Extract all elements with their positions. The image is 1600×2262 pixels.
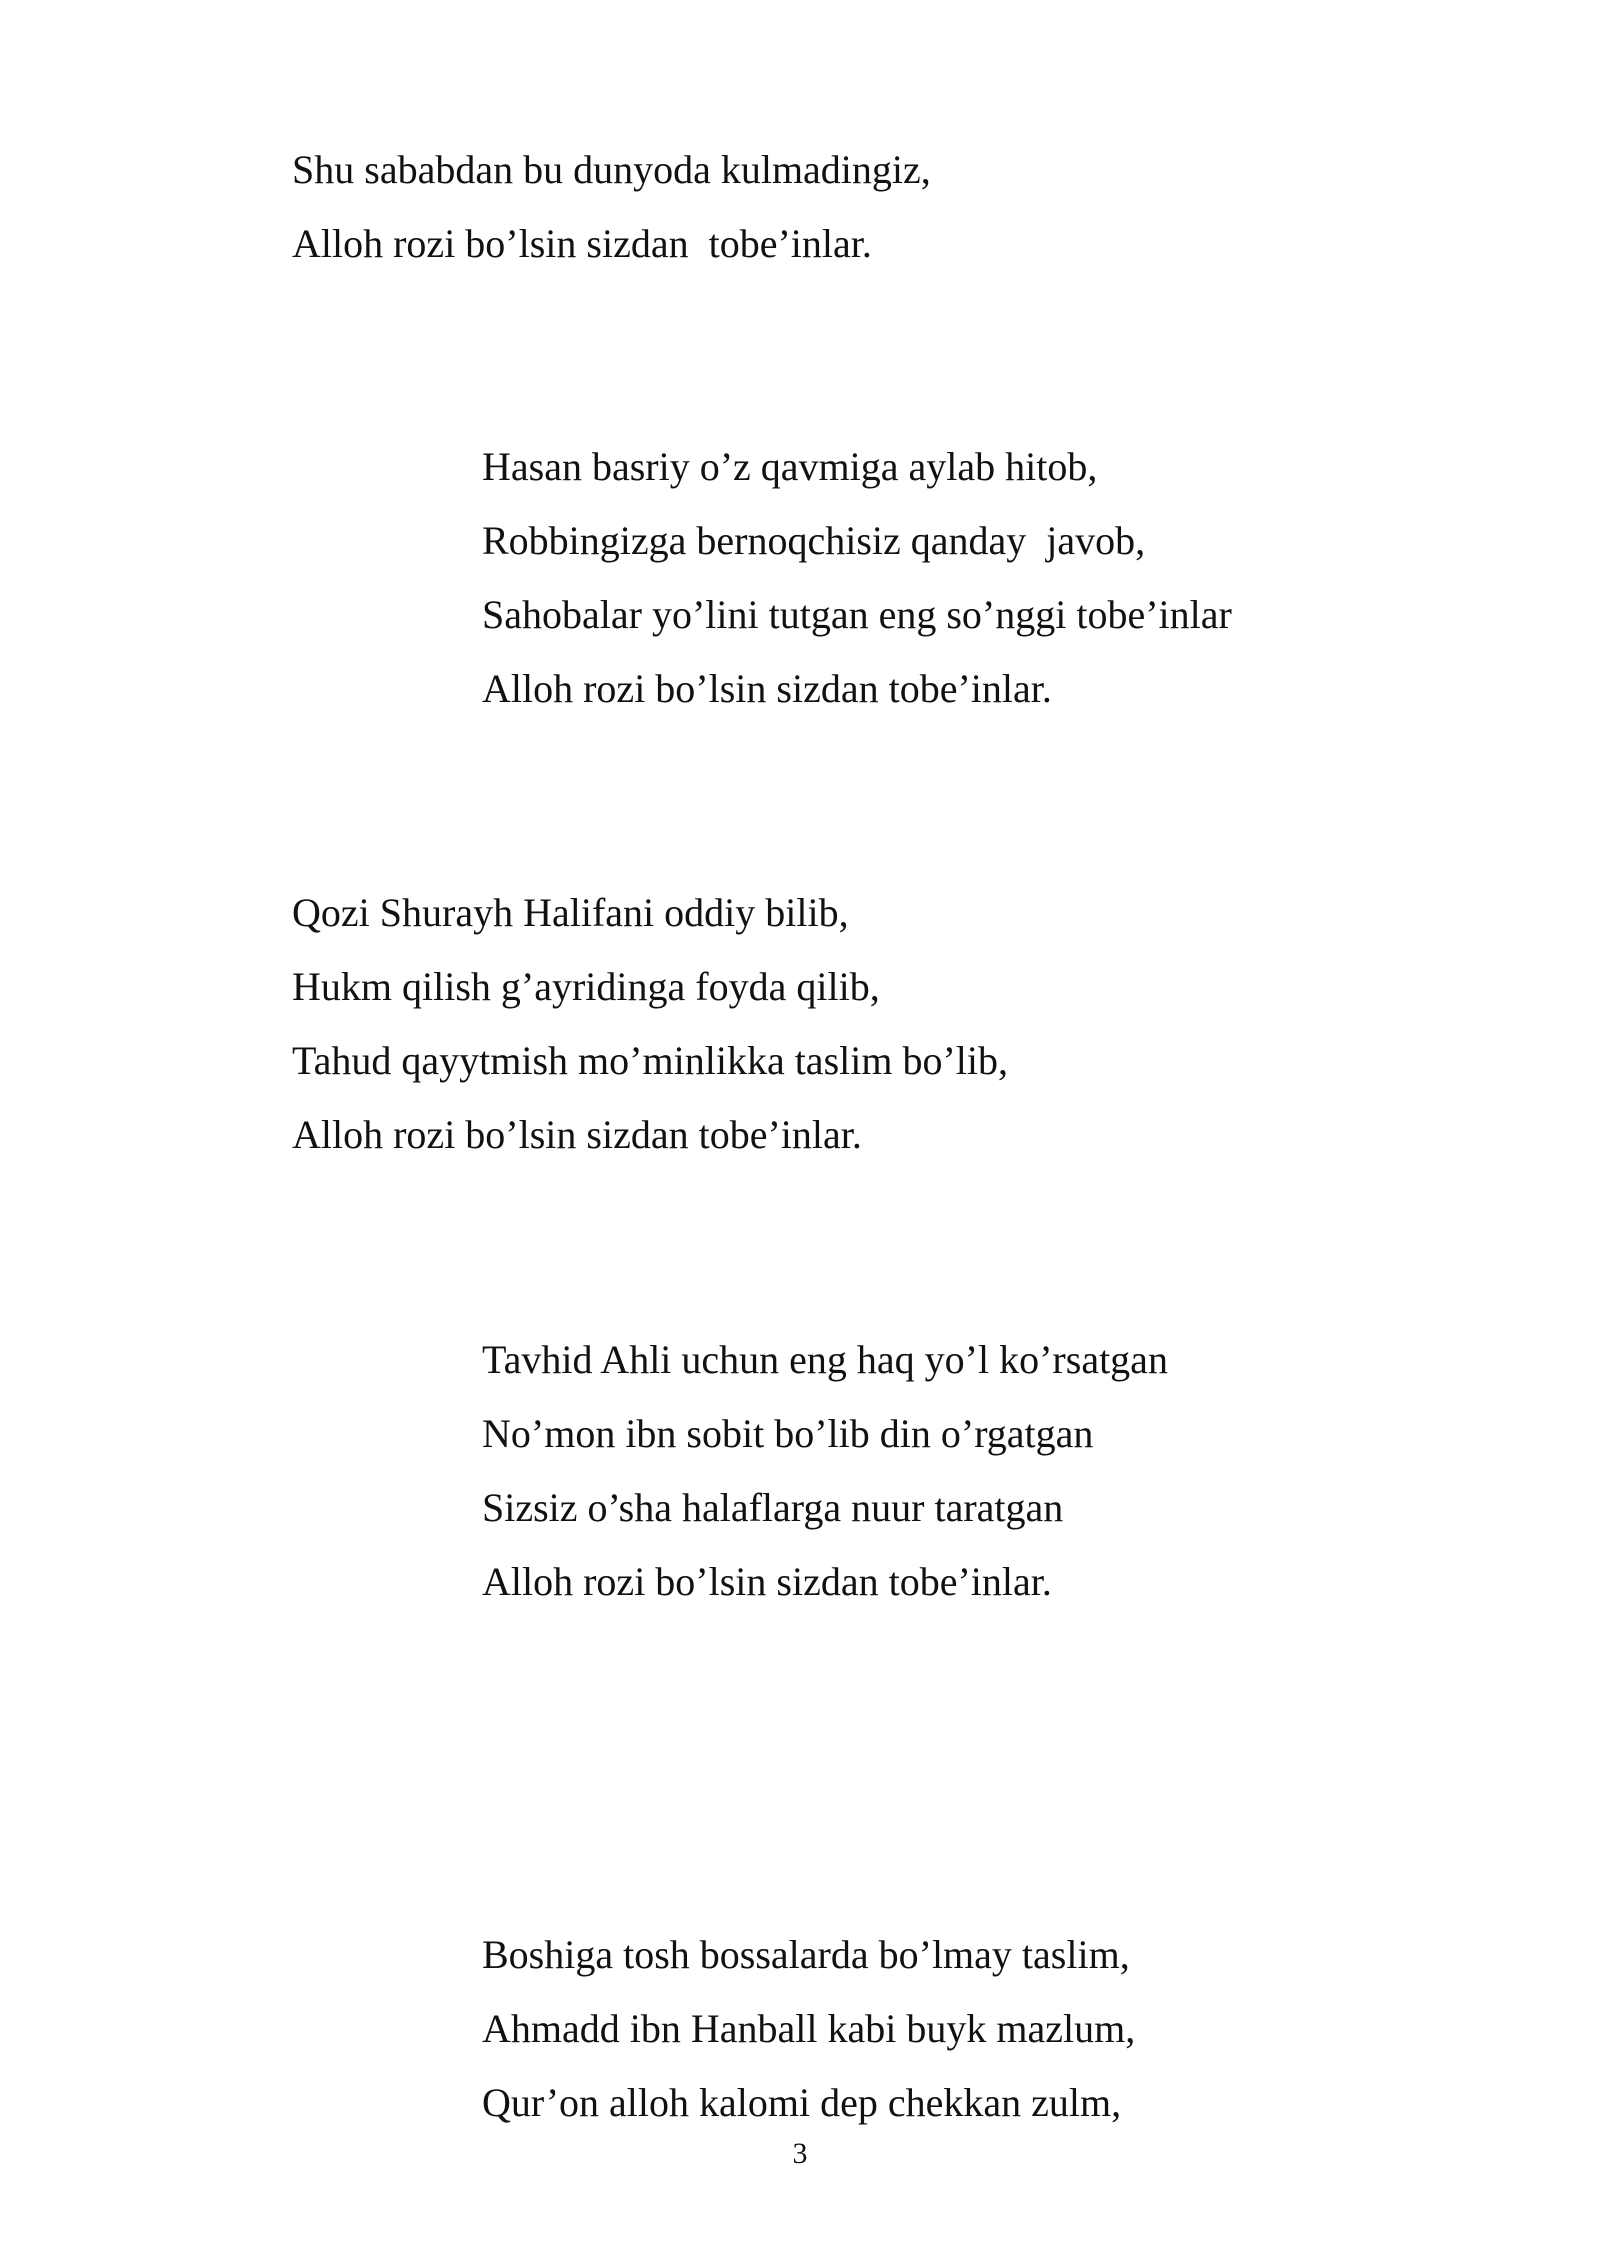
poem-line: Hasan basriy o’z qavmiga aylab hitob,: [482, 444, 1098, 489]
stanza-3: [292, 876, 1008, 1172]
poem-line: No’mon ibn sobit bo’lib din o’rgatgan: [482, 1411, 1094, 1456]
poem-line: Alloh rozi bo’lsin sizdan tobe’inlar.: [482, 1559, 1052, 1604]
poem-line: Alloh rozi bo’lsin sizdan tobe’inlar.: [482, 666, 1052, 711]
poem-line: Boshiga tosh bossalarda bo’lmay taslim,: [482, 1932, 1130, 1977]
poem-line: Tahud qayytmish mo’minlikka taslim bo’lib,: [292, 1038, 1009, 1083]
poem-line: Tavhid Ahli uchun eng haq yo’l ko’rsatgan: [482, 1337, 1168, 1382]
page-number: 3: [792, 2137, 808, 2170]
stanza-5: [482, 1918, 1135, 2140]
poem-line: Alloh rozi bo’lsin sizdan tobe’inlar.: [292, 221, 872, 266]
stanza-4: [482, 1323, 1168, 1619]
poem-line: Ahmadd ibn Hanball kabi buyk mazlum,: [482, 2006, 1136, 2051]
poem-line: Sahobalar yo’lini tutgan eng so’nggi tobe’inlar: [482, 592, 1232, 637]
poem-line: Alloh rozi bo’lsin sizdan tobe’inlar.: [292, 1112, 862, 1157]
poem-line: Sizsiz o’sha halaflarga nuur taratgan: [482, 1485, 1064, 1530]
stanza-1: [292, 133, 931, 281]
poem-line: Shu sababdan bu dunyoda kulmadingiz,: [292, 147, 931, 192]
poem-line: Qur’on alloh kalomi dep chekkan zulm,: [482, 2080, 1122, 2125]
stanza-2: [482, 430, 1232, 726]
poem-line: Qozi Shurayh Halifani oddiy bilib,: [292, 890, 849, 935]
poem-line: Hukm qilish g’ayridinga foyda qilib,: [292, 964, 880, 1009]
poem-line: Robbingizga bernoqchisiz qanday javob,: [482, 518, 1146, 563]
